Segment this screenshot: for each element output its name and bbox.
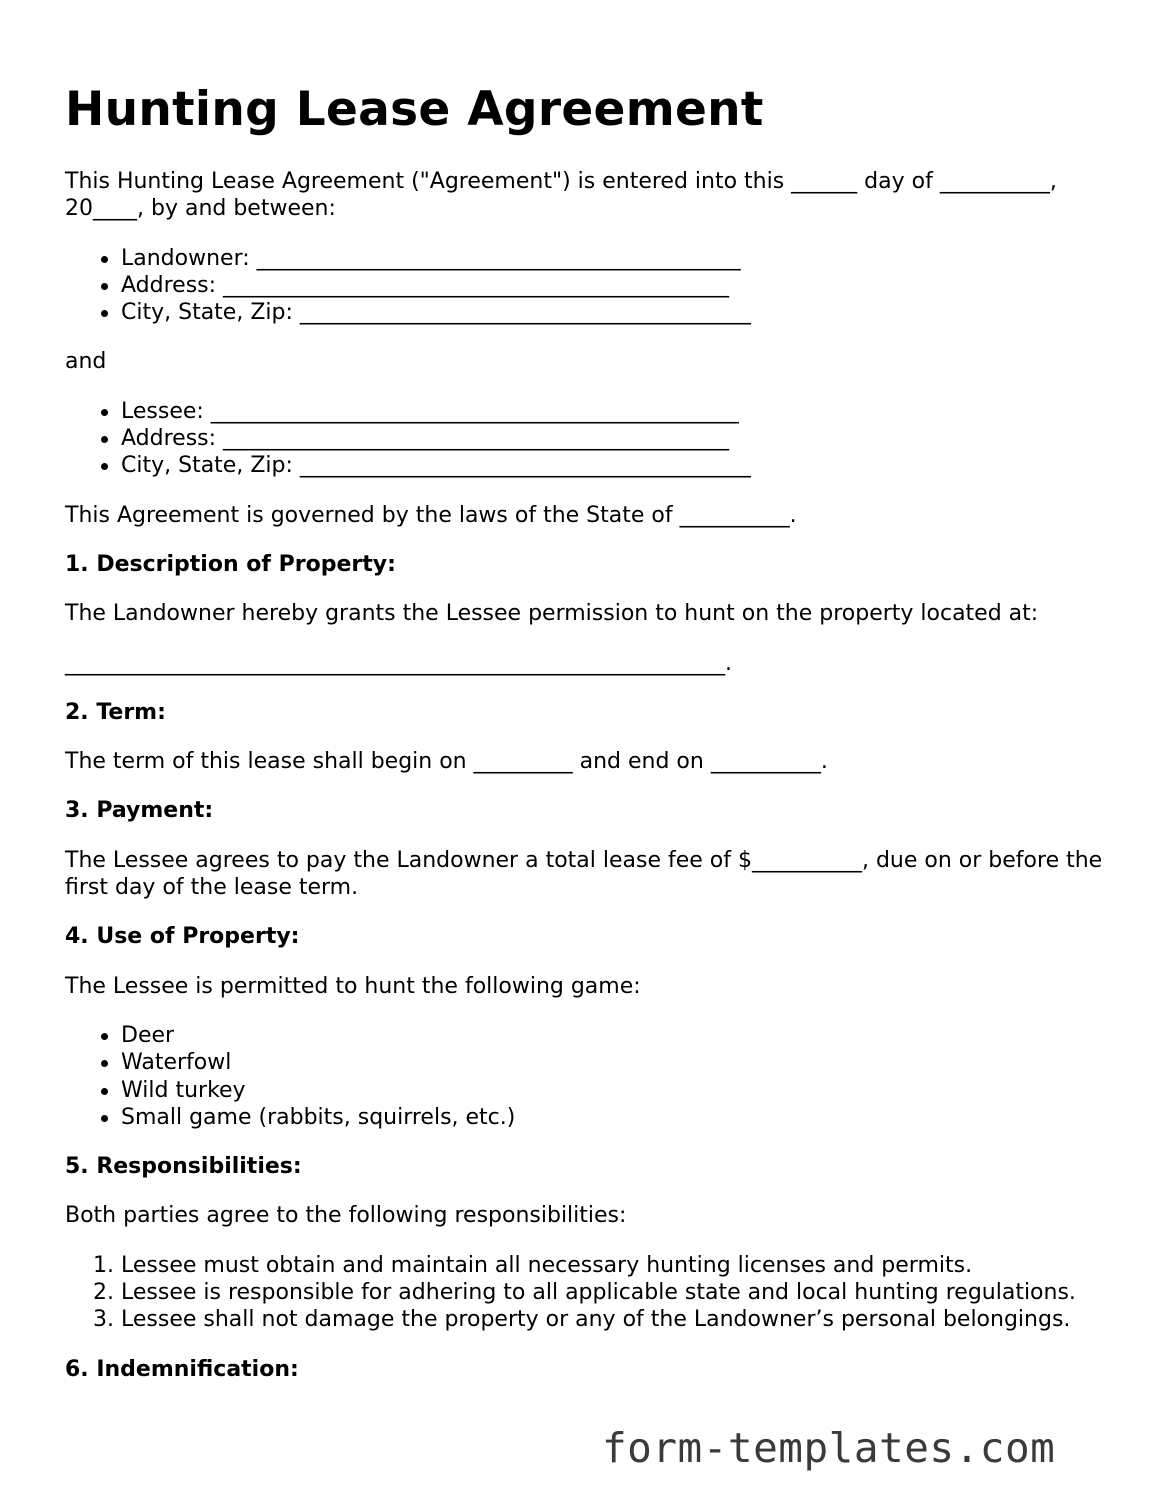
section-heading-payment: 3. Payment: [65, 798, 214, 824]
payment-paragraph: The Lessee agrees to pay the Landowner a total lease fee of $__________, due on or before the first day of the lease term. [65, 847, 1103, 901]
lessee-info-list [65, 398, 1115, 480]
section-heading-responsibilities: 5. Responsibilities: [65, 1154, 302, 1180]
term-paragraph: The term of this lease shall begin on _________ and end on __________. [65, 749, 828, 775]
landowner-city-state-zip-field: City, State, Zip: _________________________________________ [121, 299, 1115, 326]
landowner-name-field: Landowner: ____________________________________________ [121, 245, 1115, 272]
section-heading-indemnification: 6. Indemnification: [65, 1356, 299, 1382]
list-item: 2. Lessee is responsible for adhering to all applicable state and local hunting regulations. [121, 1279, 1115, 1306]
responsibilities-paragraph: Both parties agree to the following responsibilities: [65, 1203, 627, 1229]
governing-law-paragraph: This Agreement is governed by the laws of the State of __________. [65, 502, 797, 528]
use-of-property-paragraph: The Lessee is permitted to hunt the following game: [65, 973, 641, 999]
list-item: Deer [121, 1022, 1115, 1049]
list-item: Waterfowl [121, 1049, 1115, 1076]
list-item: Wild turkey [121, 1077, 1115, 1104]
watermark-text: form-templates.com [602, 1424, 1056, 1472]
description-paragraph: The Landowner hereby grants the Lessee permission to hunt on the property located at: [65, 601, 1039, 627]
landowner-info-list [65, 245, 1115, 327]
list-item: 1. Lessee must obtain and maintain all necessary hunting licenses and permits. [121, 1252, 1115, 1279]
lessee-name-field: Lessee: ________________________________________________ [121, 398, 1115, 425]
property-location-blank: ____________________________________________________________. [65, 650, 732, 676]
intro-paragraph: This Hunting Lease Agreement ("Agreement") is entered into this ______ day of __________, 20____, by and between: [65, 169, 1057, 222]
document-title: Hunting Lease Agreement [65, 82, 764, 137]
section-heading-term: 2. Term: [65, 699, 166, 725]
section-heading-description: 1. Description of Property: [65, 551, 396, 577]
section-heading-use-of-property: 4. Use of Property: [65, 924, 300, 950]
landowner-address-field: Address: ______________________________________________ [121, 272, 1115, 299]
document-body [65, 168, 1115, 1405]
list-item: Small game (rabbits, squirrels, etc.) [121, 1104, 1115, 1131]
game-list [65, 1022, 1115, 1131]
lessee-city-state-zip-field: City, State, Zip: _________________________________________ [121, 452, 1115, 479]
responsibilities-list [65, 1252, 1115, 1334]
and-text: and [65, 349, 107, 375]
lessee-address-field: Address: ______________________________________________ [121, 425, 1115, 452]
list-item: 3. Lessee shall not damage the property or any of the Landowner’s personal belongings. [121, 1306, 1115, 1333]
